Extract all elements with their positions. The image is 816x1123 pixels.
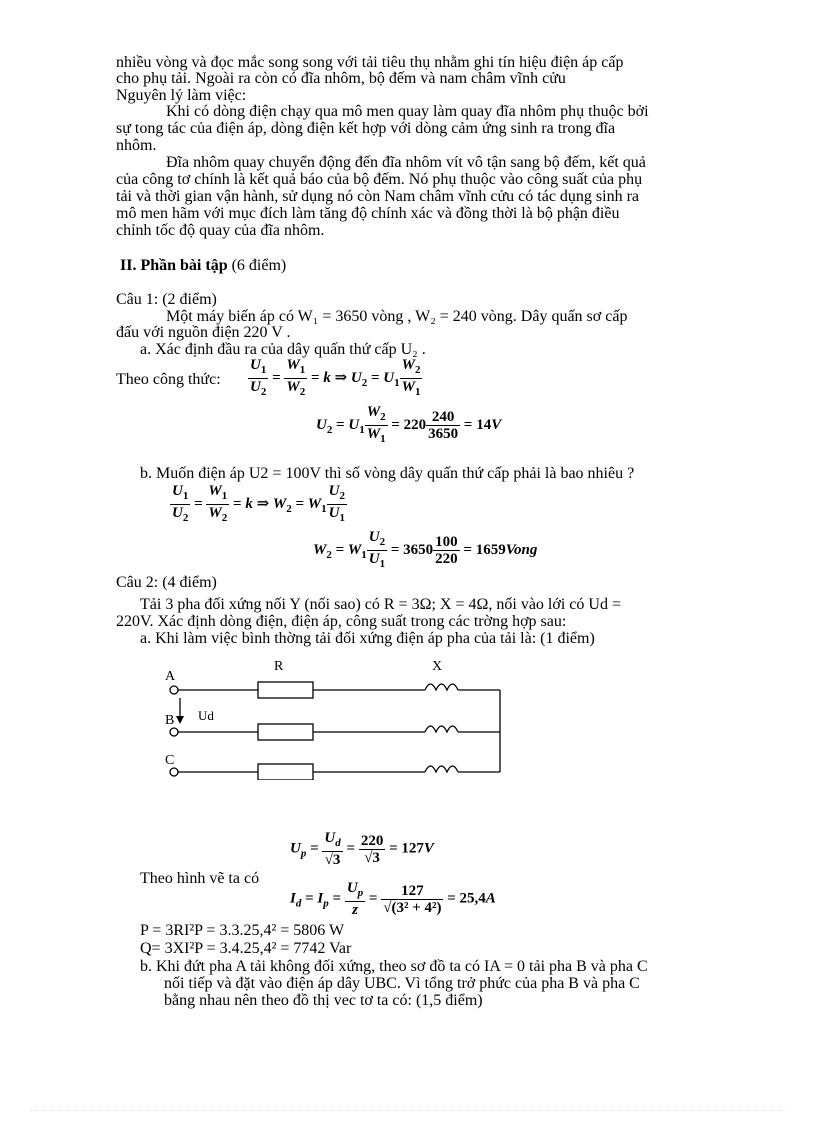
section-points: (6 điểm) xyxy=(231,257,287,274)
label-a: A xyxy=(165,669,176,684)
q1-text: Một máy biến áp có W₁ = 3650 vòng , W₂ = 240 vòng. Dây quấn sơ cấp xyxy=(166,308,628,325)
principle-heading: Nguyên lý làm việc: xyxy=(116,87,247,104)
inductor-phase-c xyxy=(425,766,458,772)
q1-part-a: a. Xác định đầu ra của dây quấn thứ cấp U₂ . xyxy=(140,341,426,358)
q2-part-a: a. Khi làm việc bình thờng tải đối xứng điện áp pha của tải là: (1 điểm) xyxy=(140,630,595,647)
power-q: Q= 3XI²P = 3.4.25,4² = 7742 Var xyxy=(140,940,352,957)
q2-title: Câu 2: (4 điểm) xyxy=(116,574,217,591)
q1-part-b: b. Muốn điện áp U2 = 100V thì số vòng dây quấn thứ cấp phải là bao nhiêu ? xyxy=(140,465,635,482)
inductor-phase-b xyxy=(425,726,458,732)
principle-text: của công tơ chính là kết quả báo của bộ đếm. Nó phụ thuộc vào công suất của phụ xyxy=(116,171,643,188)
power-p: P = 3RI²P = 3.3.25,4² = 5806 W xyxy=(140,922,345,939)
q2-text: 220V. Xác định dòng điện, điện áp, công suất trong các trờng hợp sau: xyxy=(116,613,567,630)
inductor-phase-a xyxy=(425,684,458,690)
resistor-phase-b xyxy=(258,724,313,740)
label-x: X xyxy=(432,659,443,674)
page-bottom-rule xyxy=(30,1110,786,1111)
principle-text: chỉnh tốc độ quay của đĩa nhôm. xyxy=(116,222,325,239)
q2-part-b: b. Khi đứt pha A tải không đối xứng, theo sơ đồ ta có IA = 0 tải pha B và pha C xyxy=(140,958,648,975)
principle-text: sự tong tác của điện áp, dòng điện kết hợp với dòng cảm ứng sinh ra trong đĩa xyxy=(116,120,616,137)
wye-circuit-diagram xyxy=(160,650,510,780)
principle-text: tải và thời gian vận hành, sử dụng nó còn Nam châm vĩnh cửu có tác dụng sinh ra xyxy=(116,188,640,205)
intro-line: nhiều vòng và đọc mắc song song với tải tiêu thụ nhằm ghi tín hiệu điện áp cấp xyxy=(116,54,624,71)
formula-label: Theo công thức: xyxy=(116,371,221,388)
label-ud: Ud xyxy=(198,708,214,723)
voltage-arrow-icon xyxy=(176,716,184,724)
resistor-phase-a xyxy=(258,682,313,698)
principle-text: mô men hãm với mục đích làm tăng độ chính xác và đồng thời là bộ phận điều xyxy=(116,205,620,222)
principle-text: Đĩa nhôm quay chuyển động đến đĩa nhôm vít vô tận sang bộ đếm, kết quả xyxy=(166,154,646,171)
section-title-text: II. Phần bài tập xyxy=(120,257,228,274)
equation-w2-result: $W_2 = W_1$ $\frac{U_2}{U_1}$ = 3650 $\frac{100}{220}$ = 1659Vong xyxy=(313,529,538,570)
principle-text: Khi có dòng điện chạy qua mô men quay làm quay đĩa nhôm phụ thuộc bởi xyxy=(166,103,649,120)
equation-up: $U_p$ = $\frac{U_d}{√3}$ = $\frac{220}{√3}$ = 127V xyxy=(290,830,434,868)
equation-u2-result: $U_2 = U_1$ $\frac{W_2}{W_1}$ = 220 $\frac{240}{3650}$ = 14V xyxy=(316,404,502,445)
equation-ratio-u2: $\frac{U_1}{U_2}$ = $\frac{W_1}{W_2}$ = k ⇒ $U_2 = U_1$ $\frac{W_2}{W_1}$ xyxy=(250,357,421,398)
terminal-b xyxy=(170,728,178,736)
q2-text: Tải 3 pha đối xứng nối Y (nối sao) có R = 3Ω; X = 4Ω, nối vào lới có Ud = xyxy=(140,596,621,613)
q1-text: đấu với nguồn điện 220 V . xyxy=(116,324,291,341)
label-c: C xyxy=(165,753,175,768)
principle-text: nhôm. xyxy=(116,137,157,154)
q2-part-b: nối tiếp và đặt vào điện áp dây UBC. Vì tổng trở phức của pha B và pha C xyxy=(164,975,640,992)
label-r: R xyxy=(274,659,284,674)
intro-line: cho phụ tải. Ngoài ra còn có đĩa nhôm, bộ đếm và nam châm vĩnh cửu xyxy=(116,70,566,87)
equation-ratio-w2: $\frac{U_1}{U_2}$ = $\frac{W_1}{W_2}$ = k ⇒ $W_2 = W_1$ $\frac{U_2}{U_1}$ xyxy=(172,483,345,524)
resistor-phase-c xyxy=(258,764,313,780)
q2-part-b: bằng nhau nên theo đồ thị vec tơ ta có: (1,5 điểm) xyxy=(164,992,483,1009)
section-title xyxy=(120,258,286,274)
terminal-c xyxy=(170,768,178,776)
label-b: B xyxy=(165,713,175,728)
terminal-a xyxy=(170,686,178,694)
equation-id: $I_d = I_p$ = $\frac{U_p}{z}$ = $\frac{127}{\text{√(3² + 4²)}}$ = 25,4A xyxy=(290,880,496,918)
q1-title: Câu 1: (2 điểm) xyxy=(116,291,217,308)
figure-label: Theo hình vẽ ta có xyxy=(140,870,260,887)
